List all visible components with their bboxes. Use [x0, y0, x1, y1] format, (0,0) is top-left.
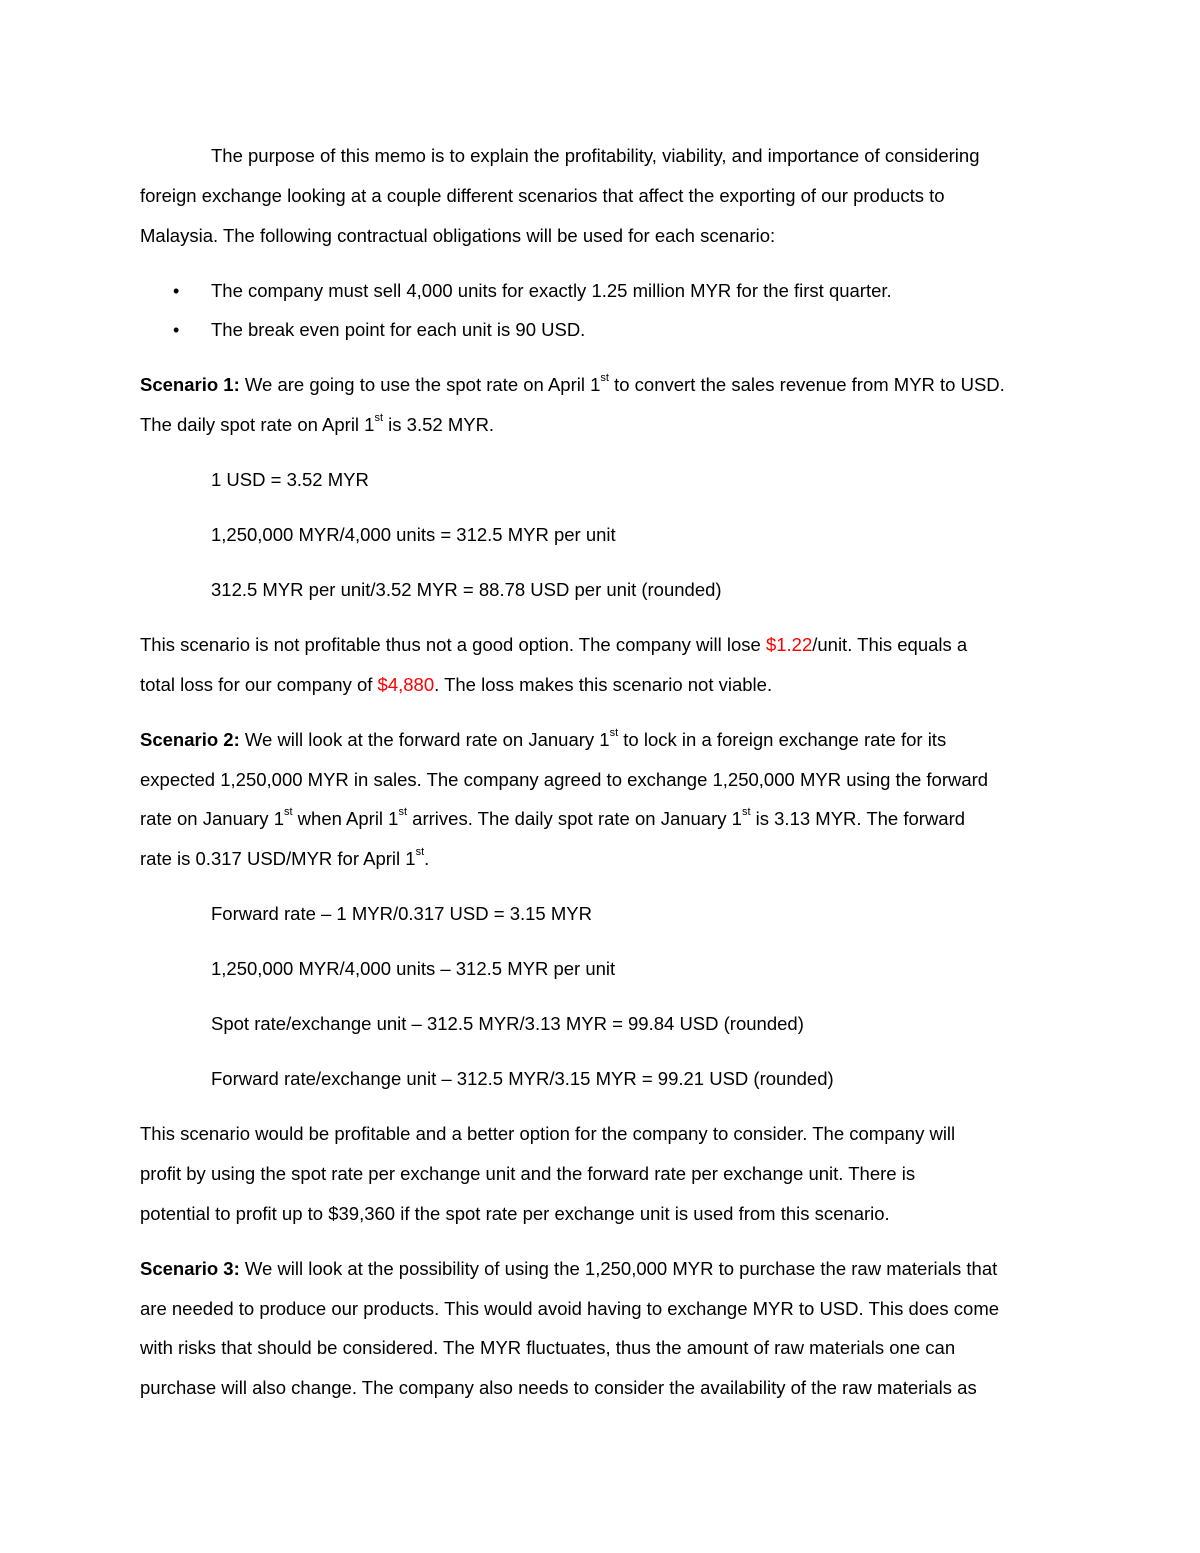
scenario2-calc-1: Forward rate – 1 MYR/0.317 USD = 3.15 MYR: [211, 903, 592, 924]
superscript: st: [374, 412, 384, 424]
scenario3-line-4: purchase will also change. The company also needs to consider the availability of the raw materials as: [140, 1377, 977, 1398]
scenario2-conclusion-1: This scenario would be profitable and a better option for the company to consider. The company will: [140, 1123, 956, 1144]
scenario1-calc-1: 1 USD = 3.52 MYR: [211, 469, 369, 490]
scenario1-calc-3: 312.5 MYR per unit/3.52 MYR = 88.78 USD per unit (rounded): [211, 579, 722, 600]
scenario2-conclusion-2: profit by using the spot rate per exchange unit and the forward rate per exchange unit. There is: [140, 1163, 916, 1184]
scenario2-text: arrives. The daily spot rate on January 1: [407, 808, 742, 829]
scenario1-text: is 3.52 MYR.: [383, 414, 495, 435]
scenario2-text: to lock in a foreign exchange rate for its: [618, 729, 947, 750]
scenario2-line-4: [140, 846, 430, 869]
scenario2-text: We will look at the forward rate on January 1: [239, 729, 610, 750]
scenario2-conclusion-3: potential to profit up to $39,360 if the spot rate per exchange unit is used from this scenario.: [140, 1203, 890, 1224]
scenario1-heading: Scenario 1:: [140, 374, 240, 395]
scenario1-calc-2: 1,250,000 MYR/4,000 units = 312.5 MYR per unit: [211, 524, 616, 545]
scenario2-text: rate is 0.317 USD/MYR for April 1: [140, 848, 416, 869]
bullet-item-2: The break even point for each unit is 90 USD.: [211, 319, 586, 340]
scenario1-text: to convert the sales revenue from MYR to USD.: [608, 374, 1005, 395]
scenario1-line-2: [140, 412, 495, 435]
scenario2-line-3: [140, 806, 966, 829]
scenario2-text: rate on January 1: [140, 808, 284, 829]
scenario3-heading: Scenario 3:: [140, 1258, 240, 1279]
total-loss: $4,880: [377, 674, 435, 695]
scenario2-text: .: [424, 848, 430, 869]
superscript: st: [600, 372, 609, 384]
scenario1-text: The daily spot rate on April 1: [140, 414, 375, 435]
scenario1-line-1: [140, 372, 1005, 395]
scenario1-text: /unit. This equals a: [812, 634, 968, 655]
scenario3-line-1: [140, 1260, 997, 1279]
scenario3-text: We will look at the possibility of using the 1,250,000 MYR to purchase the raw materials that: [239, 1258, 998, 1279]
scenario2-heading: Scenario 2:: [140, 729, 240, 750]
superscript: st: [741, 806, 751, 818]
scenario2-line-1: [140, 727, 947, 750]
scenario1-text: We are going to use the spot rate on April 1: [239, 374, 601, 395]
intro-line-3: Malaysia. The following contractual obligations will be used for each scenario:: [140, 225, 776, 246]
scenario2-text: when April 1: [292, 808, 399, 829]
loss-per-unit: $1.22: [765, 634, 813, 655]
scenario2-calc-4: Forward rate/exchange unit – 312.5 MYR/3.15 MYR = 99.21 USD (rounded): [211, 1068, 834, 1089]
superscript: st: [609, 727, 619, 739]
bullet-item-1: The company must sell 4,000 units for exactly 1.25 million MYR for the first quarter.: [211, 280, 892, 301]
scenario2-calc-3: Spot rate/exchange unit – 312.5 MYR/3.13 MYR = 99.84 USD (rounded): [211, 1013, 804, 1034]
scenario3-line-2: are needed to produce our products. This would avoid having to exchange MYR to USD. This does come: [140, 1298, 1000, 1319]
scenario2-text: is 3.13 MYR. The forward: [750, 808, 966, 829]
scenario3-line-3: with risks that should be considered. The MYR fluctuates, thus the amount of raw materials one can: [140, 1337, 956, 1358]
superscript: st: [283, 806, 293, 818]
intro-line-2: foreign exchange looking at a couple different scenarios that affect the exporting of our products to: [140, 185, 945, 206]
intro-line-1: The purpose of this memo is to explain the profitability, viability, and importance of considering: [211, 145, 980, 166]
superscript: st: [398, 806, 408, 818]
bullet-dot-1: •: [173, 281, 180, 301]
superscript: st: [415, 846, 425, 858]
scenario1-conclusion-2: [140, 676, 772, 695]
scenario2-line-2: expected 1,250,000 MYR in sales. The company agreed to exchange 1,250,000 MYR using the forward: [140, 769, 989, 790]
scenario1-text: total loss for our company of: [140, 674, 378, 695]
scenario1-text: . The loss makes this scenario not viable.: [434, 674, 773, 695]
scenario1-conclusion-1: [140, 636, 967, 655]
bullet-dot-2: •: [173, 320, 180, 340]
scenario1-text: This scenario is not profitable thus not a good option. The company will lose: [140, 634, 766, 655]
scenario2-calc-2: 1,250,000 MYR/4,000 units – 312.5 MYR per unit: [211, 958, 616, 979]
